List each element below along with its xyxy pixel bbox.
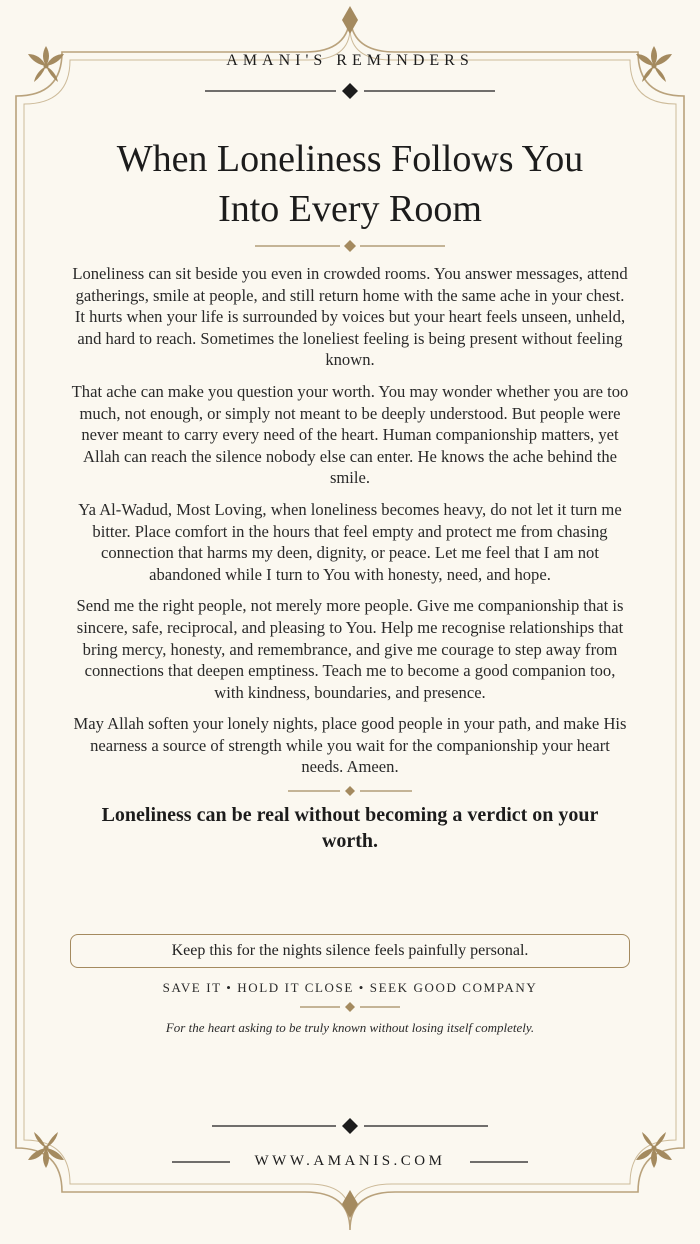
closing-divider xyxy=(0,784,700,798)
diamond-icon xyxy=(344,240,356,252)
diamond-icon xyxy=(342,83,358,99)
page-title xyxy=(0,134,700,234)
paragraph-2: That ache can make you question your worth. You may wonder whether you are too much, not enough, or simply not meant to be deeply understood. But people were never meant to carry every need of the heart. Human companionship matters, yet Allah can reach the silence nobody else can enter. He knows the ache behind the smile. xyxy=(71,381,629,488)
paragraph-5: May Allah soften your lonely nights, place good people in your path, and make His nearness a source of strength while you wait for the companionship your heart needs. Ameen. xyxy=(73,714,627,777)
paragraph-3: Ya Al-Wadud, Most Loving, when loneliness becomes heavy, do not let it turn me bitter. Place comfort in the hours that feel empty and protect me from chasing connection that harms my deen, dignity, or peace. Let me feel that I am not abandoned while I turn to You with honesty, need, and hope. xyxy=(78,499,622,584)
diamond-icon xyxy=(345,1002,355,1012)
brand-title: AMANI'S REMINDERS xyxy=(226,52,474,69)
diamond-icon xyxy=(342,1118,358,1134)
title-line-2: Into Every Room xyxy=(218,188,482,230)
title-line-1: When Loneliness Follows You xyxy=(116,138,584,180)
body-text xyxy=(70,263,630,788)
footer-divider xyxy=(0,1116,700,1136)
diamond-icon xyxy=(342,1190,358,1218)
closing-statement: Loneliness can be real without becoming a verdict on your worth. xyxy=(101,804,599,852)
diamond-icon xyxy=(345,786,355,796)
paragraph-1: Loneliness can sit beside you even in crowded rooms. You answer messages, attend gatherings, smile at people, and still return home with the same ache in your chest. It hurts when your life is surrounded by voices but your heart feels unseen, unheld, and hard to reach. Sometimes the loneliest feeling is being present without feeling known. xyxy=(72,264,628,370)
italic-note: For the heart asking to be truly known without losing itself completely. xyxy=(165,1020,535,1035)
tagline: SAVE IT • HOLD IT CLOSE • SEEK GOOD COMPANY xyxy=(162,980,538,995)
website-url[interactable]: WWW.AMANIS.COM xyxy=(254,1153,446,1169)
header-divider xyxy=(0,82,700,102)
keep-note-box: Keep this for the nights silence feels painfully personal. xyxy=(70,934,630,968)
title-divider xyxy=(0,238,700,254)
tagline-divider xyxy=(0,1000,700,1014)
diamond-icon xyxy=(342,6,358,34)
paragraph-4: Send me the right people, not merely more people. Give me companionship that is sincere, safe, reciprocal, and pleasing to You. Help me recognise relationships that bring mercy, honesty, and remembrance, and give me courage to step away from connections that deepen emptiness. Teach me to become a good companion too, with kindness, boundaries, and presence. xyxy=(76,596,624,702)
